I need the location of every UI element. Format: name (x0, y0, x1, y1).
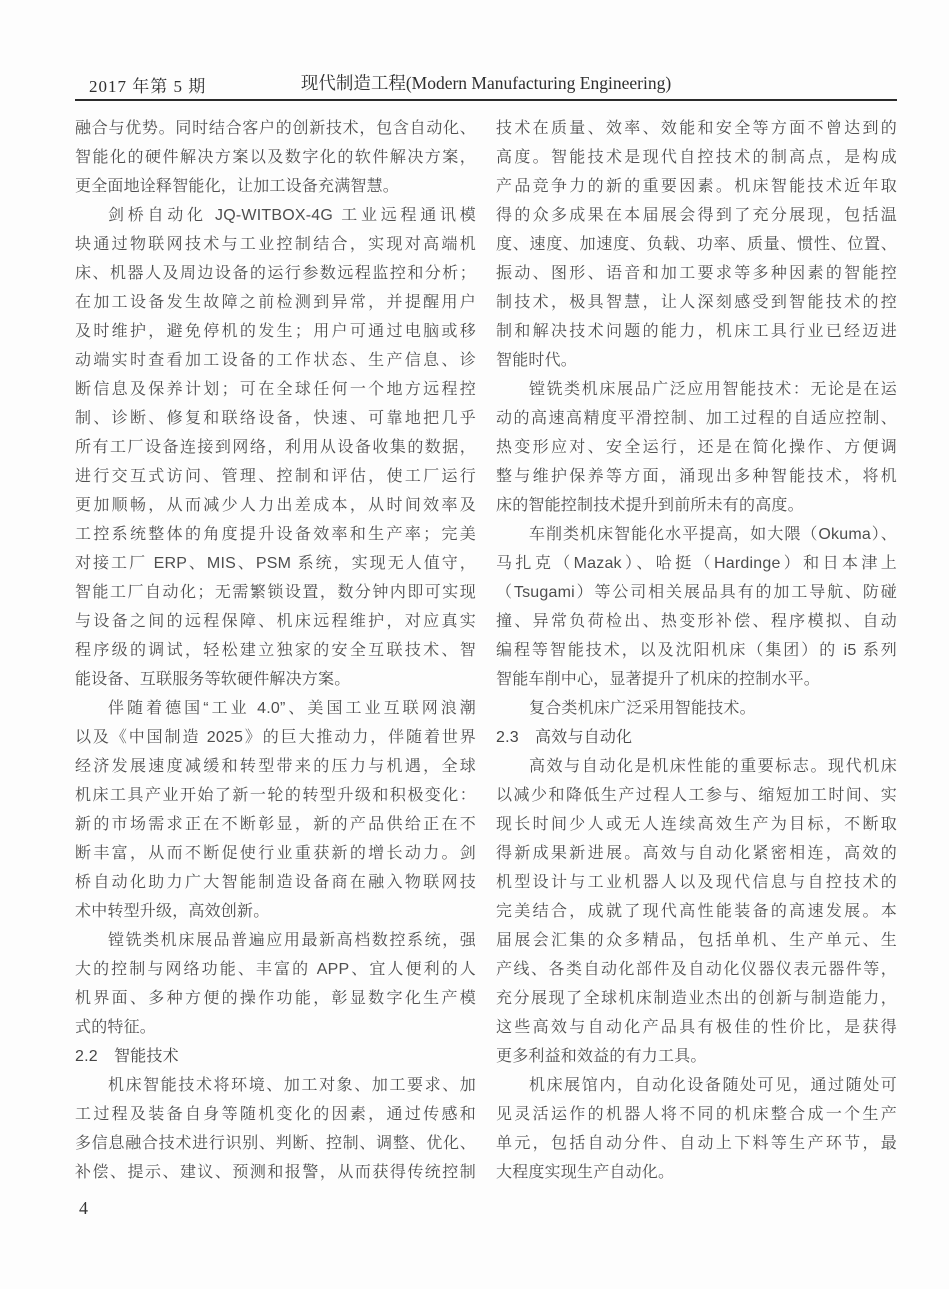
text-line: 充分展现了全球机床制造业杰出的创新与制造能力， (496, 990, 897, 1007)
text-line: 术中转型升级，高效创新。 (75, 903, 270, 920)
text-line: 机床工具产业开始了新一轮的转型升级和积极变化： (75, 787, 476, 804)
issue-label: 2017 年第 5 期 (89, 77, 207, 96)
text-line: 动的高速高精度平滑控制、加工过程的自适应控制、 (496, 410, 897, 427)
text-line: 桥自动化助力广大智能制造设备商在融入物联网技 (75, 874, 476, 891)
text-line: 及时维护，避免停机的发生；用户可通过电脑或移 (75, 323, 476, 340)
header-rule (75, 99, 897, 101)
text-line: 块通过物联网技术与工业控制结合，实现对高端机 (75, 236, 476, 253)
body-columns (75, 114, 897, 1187)
text-line: 得新成果新进展。高效与自动化紧密相连，高效的 (496, 845, 897, 862)
text-line: 机床智能技术将环境、加工对象、加工要求、加 (108, 1077, 476, 1094)
text-line: 融合与优势。同时结合客户的创新技术，包含自动化、 (75, 120, 476, 137)
text-line: 补偿、提示、建议、预测和报警，从而获得传统控制 (75, 1164, 476, 1181)
text-line: 车削类机床智能化水平提高，如大隈（Okuma）、 (529, 526, 897, 543)
text-line: 高效与自动化是机床性能的重要标志。现代机床 (529, 758, 897, 775)
text-line: 断丰富，从而不断促使行业重获新的增长动力。剑 (75, 845, 476, 862)
text-line: 与设备之间的远程保障、机床远程维护，对应真实 (75, 613, 476, 630)
text-line: 工过程及装备自身等随机变化的因素，通过传感和 (75, 1106, 476, 1123)
text-line: 剑桥自动化 JQ-WITBOX-4G 工业远程通讯模 (108, 207, 476, 224)
text-line: 完美结合，成就了现代高性能装备的高速发展。本 (496, 903, 897, 920)
text-line: 床、机器人及周边设备的运行参数远程监控和分析； (75, 265, 476, 282)
text-line: 大的控制与网络功能、丰富的 APP、宜人便利的人 (75, 961, 476, 978)
text-line: 经济发展速度减缓和转型带来的压力与机遇，全球 (75, 758, 476, 775)
text-line: 见灵活运作的机器人将不同的机床整合成一个生产 (496, 1106, 897, 1123)
section-heading: 2.2 智能技术 (75, 1048, 179, 1065)
text-line: 伴随着德国“工业 4.0”、美国工业互联网浪潮 (108, 700, 476, 717)
text-line: 产品竞争力的新的重要因素。机床智能技术近年取 (496, 178, 897, 195)
text-line: 所有工厂设备连接到网络，利用从设备收集的数据， (75, 439, 476, 456)
text-line: 断信息及保养计划；可在全球任何一个地方远程控 (75, 381, 476, 398)
text-line: 得的众多成果在本届展会得到了充分展现，包括温 (496, 207, 897, 224)
text-line: 新的市场需求正在不断彰显，新的产品供给正在不 (75, 816, 476, 833)
section-heading: 2.3 高效与自动化 (496, 729, 633, 746)
text-line: 机界面、多种方便的操作功能，彰显数字化生产模 (75, 990, 476, 1007)
text-line: 度、速度、加速度、负载、功率、质量、惯性、位置、 (496, 236, 897, 253)
text-line: 对接工厂 ERP、MIS、PSM 系统，实现无人值守， (75, 555, 476, 572)
text-line: 届展会汇集的众多精品，包括单机、生产单元、生 (496, 932, 897, 949)
page-number: 4 (79, 1198, 88, 1218)
text-line: 智能工厂自动化；无需繁锁设置，数分钟内即可实现 (75, 584, 476, 601)
left-column (75, 114, 476, 1187)
text-line: 制和解决技术问题的能力，机床工具行业已经迈进 (496, 323, 897, 340)
text-line: 制、诊断、修复和联络设备，快速、可靠地把几乎 (75, 410, 476, 427)
text-line: 以减少和降低生产过程人工参与、缩短加工时间、实 (496, 787, 897, 804)
text-line: 机床展馆内，自动化设备随处可见，通过随处可 (529, 1077, 897, 1094)
text-line: 整与维护保养等方面，涌现出多种智能技术，将机 (496, 468, 897, 485)
text-line: 热变形应对、安全运行，还是在简化操作、方便调 (496, 439, 897, 456)
text-line: 镗铣类机床展品广泛应用智能技术：无论是在运 (529, 381, 897, 398)
text-line: 更加顺畅，从而减少人力出差成本，从时间效率及 (75, 497, 476, 514)
text-line: 现长时间少人或无人连续高效生产为目标，不断取 (496, 816, 897, 833)
text-line: （Tsugami）等公司相关展品具有的加工导航、防碰 (496, 584, 897, 601)
text-line: 更全面地诠释智能化，让加工设备充满智慧。 (75, 178, 400, 195)
text-line: 床的智能控制技术提升到前所未有的高度。 (496, 497, 804, 514)
text-line: 技术在质量、效率、效能和安全等方面不曾达到的 (496, 120, 897, 137)
text-line: 产线、各类自动化部件及自动化仪器仪表元器件等， (496, 961, 897, 978)
text-line: 程序级的调试，轻松建立独家的安全互联技术、智 (75, 642, 476, 659)
text-line: 大程度实现生产自动化。 (496, 1164, 675, 1181)
text-line: 机型设计与工业机器人以及现代信息与自控技术的 (496, 874, 897, 891)
text-line: 智能车削中心，显著提升了机床的控制水平。 (496, 671, 821, 688)
text-line: 以及《中国制造 2025》的巨大推动力，伴随着世界 (75, 729, 476, 746)
text-line: 撞、异常负荷检出、热变形补偿、程序模拟、自动 (496, 613, 897, 630)
text-line: 马扎克（Mazak）、哈挺（Hardinge）和日本津上 (496, 555, 897, 572)
text-line: 工控系统整体的角度提升设备效率和生产率；完美 (75, 526, 476, 543)
text-line: 式的特征。 (75, 1019, 157, 1036)
right-column (496, 114, 897, 1187)
text-line: 能设备、互联服务等软硬件解决方案。 (75, 671, 351, 688)
text-line: 进行交互式访问、管理、控制和评估，使工厂运行 (75, 468, 476, 485)
text-line: 这些高效与自动化产品具有极佳的性价比，是获得 (496, 1019, 897, 1036)
text-line: 在加工设备发生故障之前检测到异常，并提醒用户 (75, 294, 476, 311)
text-line: 振动、图形、语音和加工要求等多种因素的智能控 (496, 265, 897, 282)
text-line: 智能时代。 (496, 352, 578, 369)
text-line: 动端实时查看加工设备的工作状态、生产信息、诊 (75, 352, 476, 369)
text-line: 编程等智能技术，以及沈阳机床（集团）的 i5 系列 (496, 642, 897, 659)
text-line: 多信息融合技术进行识别、判断、控制、调整、优化、 (75, 1135, 476, 1152)
text-line: 智能化的硬件解决方案以及数字化的软件解决方案， (75, 149, 476, 166)
journal-title: 现代制造工程(Modern Manufacturing Engineering) (300, 73, 672, 93)
text-line: 更多利益和效益的有力工具。 (496, 1048, 707, 1065)
page-header (75, 68, 897, 98)
text-line: 复合类机床广泛采用智能技术。 (529, 700, 756, 717)
text-line: 高度。智能技术是现代自控技术的制高点，是构成 (496, 149, 897, 166)
text-line: 镗铣类机床展品普遍应用最新高档数控系统，强 (108, 932, 476, 949)
text-line: 制技术，极具智慧，让人深刻感受到智能技术的控 (496, 294, 897, 311)
text-line: 单元，包括自动分件、自动上下料等生产环节，最 (496, 1135, 897, 1152)
